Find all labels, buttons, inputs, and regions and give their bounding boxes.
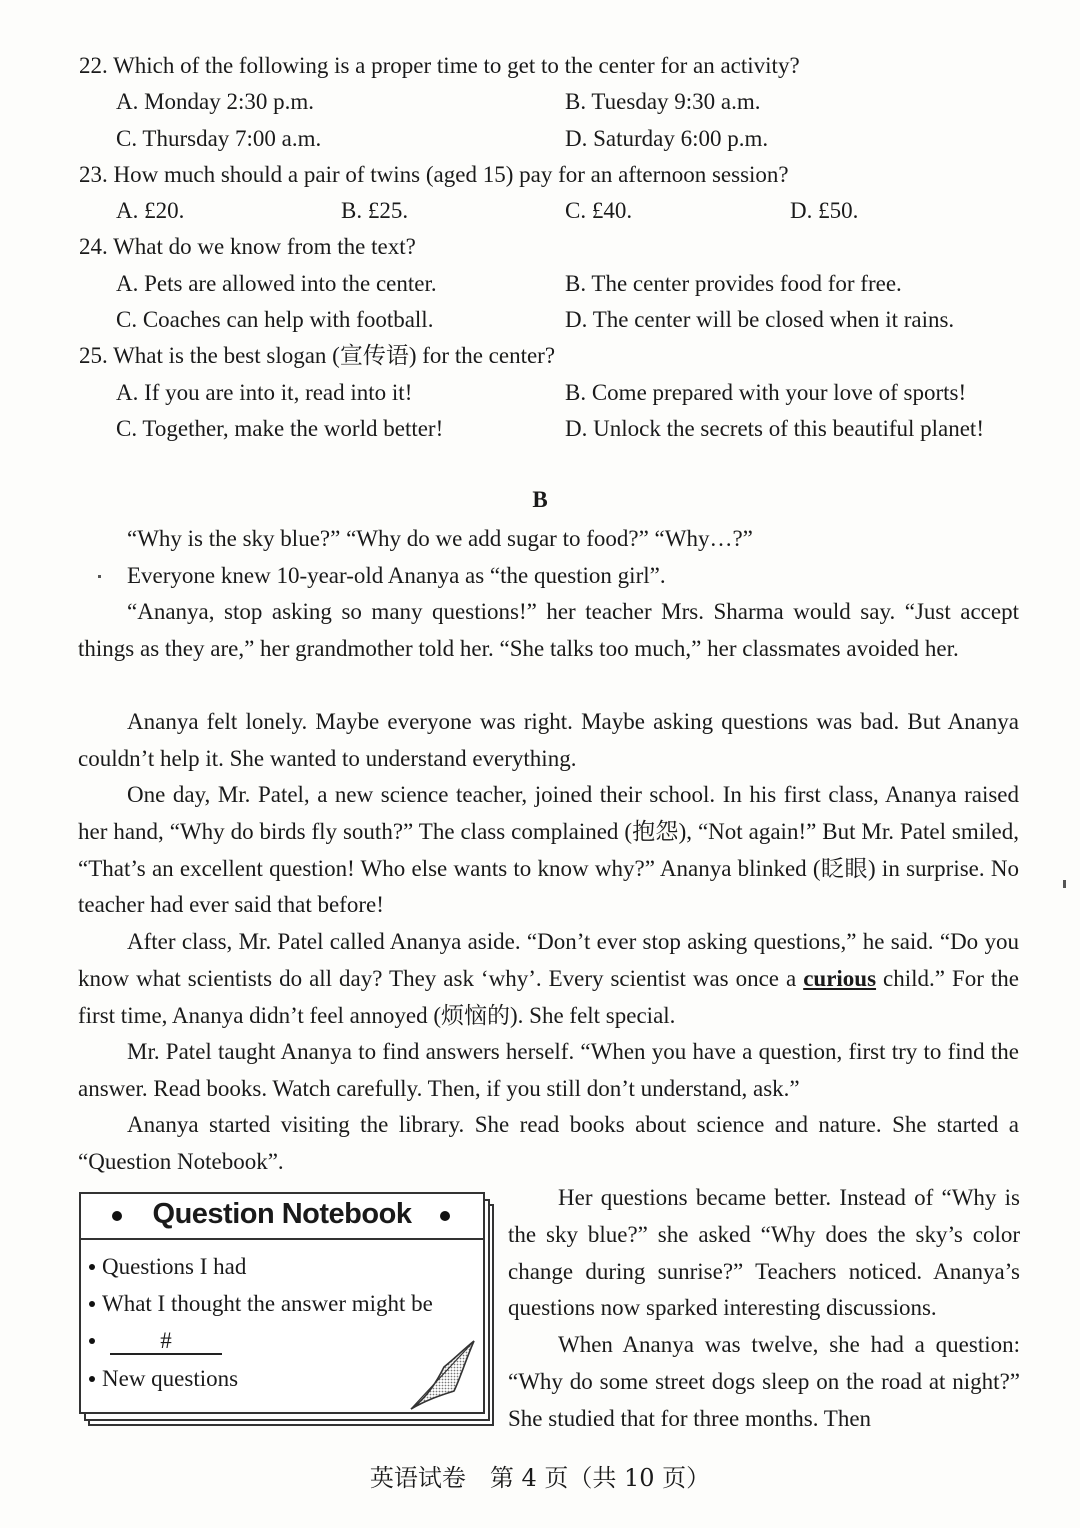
question-23-option-c: C. £40. (565, 198, 633, 223)
bullet-icon (89, 1301, 95, 1307)
question-24-option-d: D. The center will be closed when it rains. (565, 307, 955, 332)
passage-paragraph-2: Everyone knew 10-year-old Ananya as “the question girl”. (127, 563, 666, 588)
question-25-option-d: D. Unlock the secrets of this beautiful planet! (565, 416, 984, 441)
page-footer: 英语试卷 第 4 页（共 10 页） (369, 1464, 711, 1492)
scan-speck (1063, 880, 1066, 888)
passage-paragraph-1: “Why is the sky blue?” “Why do we add sugar to food?” “Why…?” (127, 526, 753, 551)
paragraph-6-text-before: After class, Mr. Patel called Ananya aside. “Don’t ever stop asking questions,” he said. “Do you know what scientists do all day? They ask ‘why’. Every scientist was once a (78, 929, 1019, 991)
bullet-icon (89, 1338, 95, 1344)
bullet-icon (89, 1264, 95, 1270)
notebook-item-text: New questions (102, 1366, 239, 1391)
notebook-item-3 (89, 1326, 222, 1356)
page-curl-icon (408, 1339, 478, 1415)
scan-speck (98, 575, 101, 578)
question-22-stem: 22. Which of the following is a proper time to get to the center for an activity? (79, 53, 800, 78)
question-22-option-d: D. Saturday 6:00 p.m. (565, 126, 769, 151)
bullet-icon (89, 1376, 95, 1382)
passage-paragraph-5: One day, Mr. Patel, a new science teacher, joined their school. In his first class, Ananya raised her hand, “Why do birds fly south?” The class complained (抱怨), “Not again!” But Mr. Patel smiled, “That’s an excellent question! Who else wants to know why?” Ananya blinked (眨眼) in surprise. No teacher had ever said that before! (78, 782, 1019, 918)
question-24-option-c: C. Coaches can help with football. (116, 307, 434, 332)
question-25-option-b: B. Come prepared with your love of sports! (565, 380, 967, 405)
question-24-option-b: B. The center provides food for free. (565, 271, 902, 296)
question-23-option-a: A. £20. (116, 198, 185, 223)
notebook-item-text: Questions I had (102, 1254, 247, 1279)
notebook-header (81, 1194, 483, 1240)
passage-paragraph-9: Her questions became better. Instead of “Why is the sky blue?” she asked “Why does the sky’s color change during sunrise?” Teachers noticed. Ananya’s questions now sparked interesting discussions. (508, 1185, 1020, 1321)
question-23-option-b: B. £25. (341, 198, 409, 223)
notebook-title: Question Notebook (152, 1198, 412, 1230)
question-22-option-c: C. Thursday 7:00 a.m. (116, 126, 322, 151)
notebook-item-text: What I thought the answer might be (102, 1291, 433, 1316)
question-22-option-a: A. Monday 2:30 p.m. (116, 89, 315, 114)
keyword-curious: curious (803, 965, 877, 991)
question-25-stem: 25. What is the best slogan (宣传语) for the center? (79, 343, 556, 368)
bullet-icon (440, 1211, 450, 1221)
section-b-heading: B (532, 487, 548, 512)
passage-paragraph-8: Ananya started visiting the library. She read books about science and nature. She started a “Question Notebook”. (78, 1112, 1019, 1174)
paragraph-6-text-after: child.” For the first time, Ananya didn’t feel annoyed (烦恼的). She felt special. (78, 965, 1019, 1028)
question-23-option-d: D. £50. (790, 198, 859, 223)
question-24-stem: 24. What do we know from the text? (79, 234, 416, 259)
passage-paragraph-10: When Ananya was twelve, she had a question: “Why do some street dogs sleep on the road at night?” She studied that for three months. Then (508, 1332, 1020, 1431)
notebook-item-1 (89, 1252, 246, 1282)
question-25-option-c: C. Together, make the world better! (116, 416, 444, 441)
question-24-option-a: A. Pets are allowed into the center. (116, 271, 437, 296)
notebook-item-2 (89, 1289, 433, 1319)
passage-paragraph-3: “Ananya, stop asking so many questions!” her teacher Mrs. Sharma would say. “Just accept things as they are,” her grandmother told her. “She talks too much,” her classmates avoided her. (78, 599, 1019, 661)
question-23-stem: 23. How much should a pair of twins (aged 15) pay for an afternoon session? (79, 162, 789, 187)
passage-paragraph-4: Ananya felt lonely. Maybe everyone was right. Maybe asking questions was bad. But Ananya couldn’t help it. She wanted to understand everything. (78, 709, 1019, 771)
answer-blank: # (110, 1329, 222, 1355)
notebook-item-4 (89, 1364, 238, 1394)
passage-paragraph-7: Mr. Patel taught Ananya to find answers herself. “When you have a question, first try to find the answer. Read books. Watch carefully. Then, if you still don’t understand, ask.” (78, 1039, 1019, 1101)
question-25-option-a: A. If you are into it, read into it! (116, 380, 413, 405)
passage-paragraph-6 (78, 924, 1019, 1034)
question-22-option-b: B. Tuesday 9:30 a.m. (565, 89, 761, 114)
